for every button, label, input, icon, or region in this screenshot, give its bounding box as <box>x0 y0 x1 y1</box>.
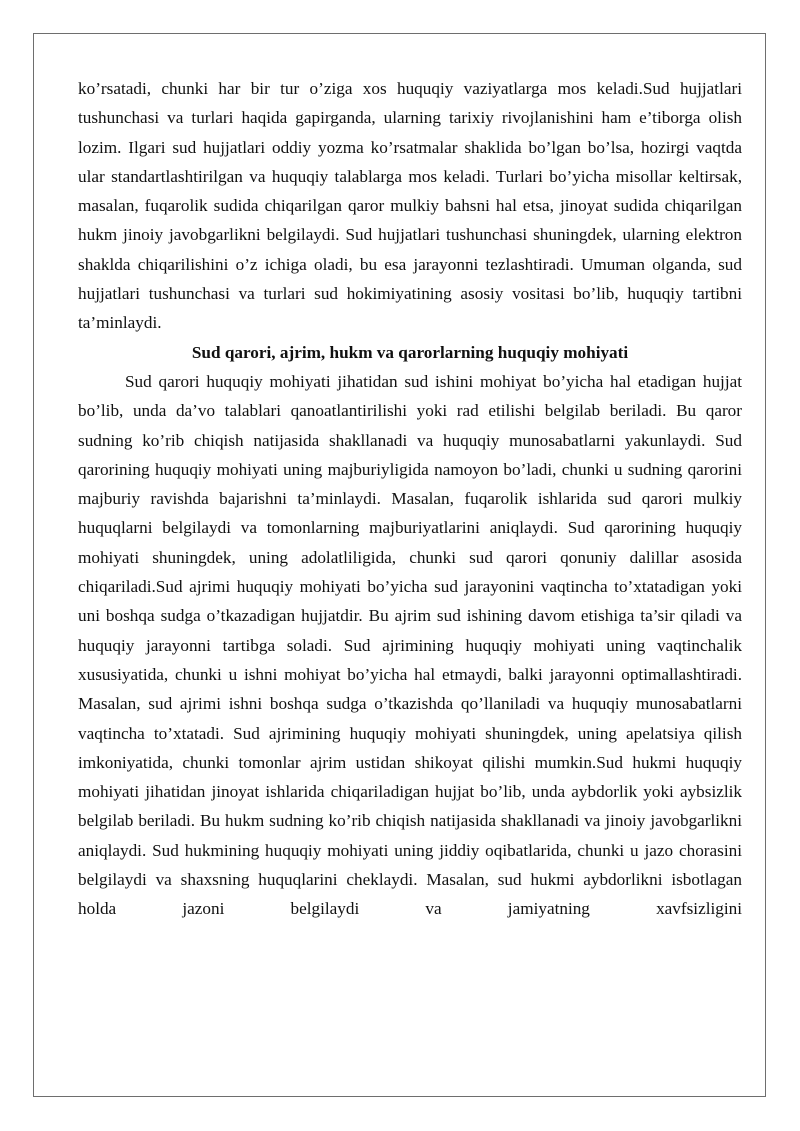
section-heading: Sud qarori, ajrim, hukm va qarorlarning huquqiy mohiyati <box>191 342 629 362</box>
body-paragraph: Sud qarori huquqiy mohiyati jihatidan sud ishini mohiyat bo’yicha hal etadigan hujjat bo’lib, unda da’vo talablari qanoatlantirilishi yoki rad etilishi belgilab beriladi. Bu qaror sudning ko’rib chiqish natijasida shakllanadi va huquqiy munosabatlarni yakunlaydi. Sud qarorining huquqiy mohiyati uning majburiyligida namoyon bo’ladi, chunki u sudning qarorini majburiy ravishda bajarishni ta’minlaydi. Masalan, fuqarolik ishlarida sud qarori mulkiy huquqlarni belgilaydi va tomonlarning majburiyatlarini aniqlaydi. Sud qarorining huquqiy mohiyati shuningdek, uning adolatliligida, chunki sud qarori qonuniy dalillar asosida chiqariladi.Sud ajrimi huquqiy mohiyati bo’yicha sud jarayonini vaqtincha to’xtatadigan yoki uni boshqa sudga o’tkazadigan hujjatdir. Bu ajrim sud ishining davom etishiga ta’sir qiladi va huquqiy jarayonni tartibga soladi. Sud ajrimining huquqiy mohiyati uning vaqtinchalik xususiyatida, chunki u ishni mohiyat bo’yicha hal etmaydi, balki jarayonni optimallashtiradi. Masalan, sud ajrimi ishni boshqa sudga o’tkazishda qo’llaniladi va huquqiy munosabatlarni vaqtincha to’xtatadi. Sud ajrimining huquqiy mohiyati shuningdek, uning apelatsiya qilish imkoniyatida, chunki tomonlar ajrim ustidan shikoyat qilishi mumkin.Sud hukmi huquqiy mohiyati jihatidan jinoyat ishlarida chiqariladigan hujjat bo’lib, unda aybdorlik yoki aybsizlik belgilab beriladi. Bu hukm sudning ko’rib chiqish natijasida shakllanadi va jinoiy javobgarlikni aniqlaydi. Sud hukmining huquqiy mohiyati uning jiddiy oqibatlarida, chunki u jazo chorasini belgilaydi va shaxsning huquqlarini cheklaydi. Masalan, sud hukmi aybdorlikni isbotlagan holda jazoni belgilaydi va jamiyatning xavfsizligini <box>78 371 742 919</box>
intro-paragraph: ko’rsatadi, chunki har bir tur o’ziga xos huquqiy vaziyatlarga mos keladi.Sud hujjatlari tushunchasi va turlari haqida gapirganda, ularning tarixiy rivojlanishini ham e’tiborga olish lozim. Ilgari sud hujjatlari oddiy yozma ko’rsatmalar shaklida bo’lgan bo’lsa, hozirgi vaqtda ular standartlashtirilgan va huquqiy talablarga mos keladi. Turlari bo’yicha misollar keltirsak, masalan, fuqarolik sudida chiqarilgan qaror mulkiy bahsni hal etsa, jinoyat sudida chiqarilgan hukm jinoiy javobgarlikni belgilaydi. Sud hujjatlari tushunchasi shuningdek, ularning elektron shaklda chiqarilishini o’z ichiga oladi, bu esa jarayonni tezlashtiradi. Umuman olganda, sud hujjatlari tushunchasi va turlari sud hokimiyatining asosiy vositasi bo’lib, huquqiy tartibni ta’minlaydi. <box>78 79 742 333</box>
document-body <box>78 74 742 924</box>
